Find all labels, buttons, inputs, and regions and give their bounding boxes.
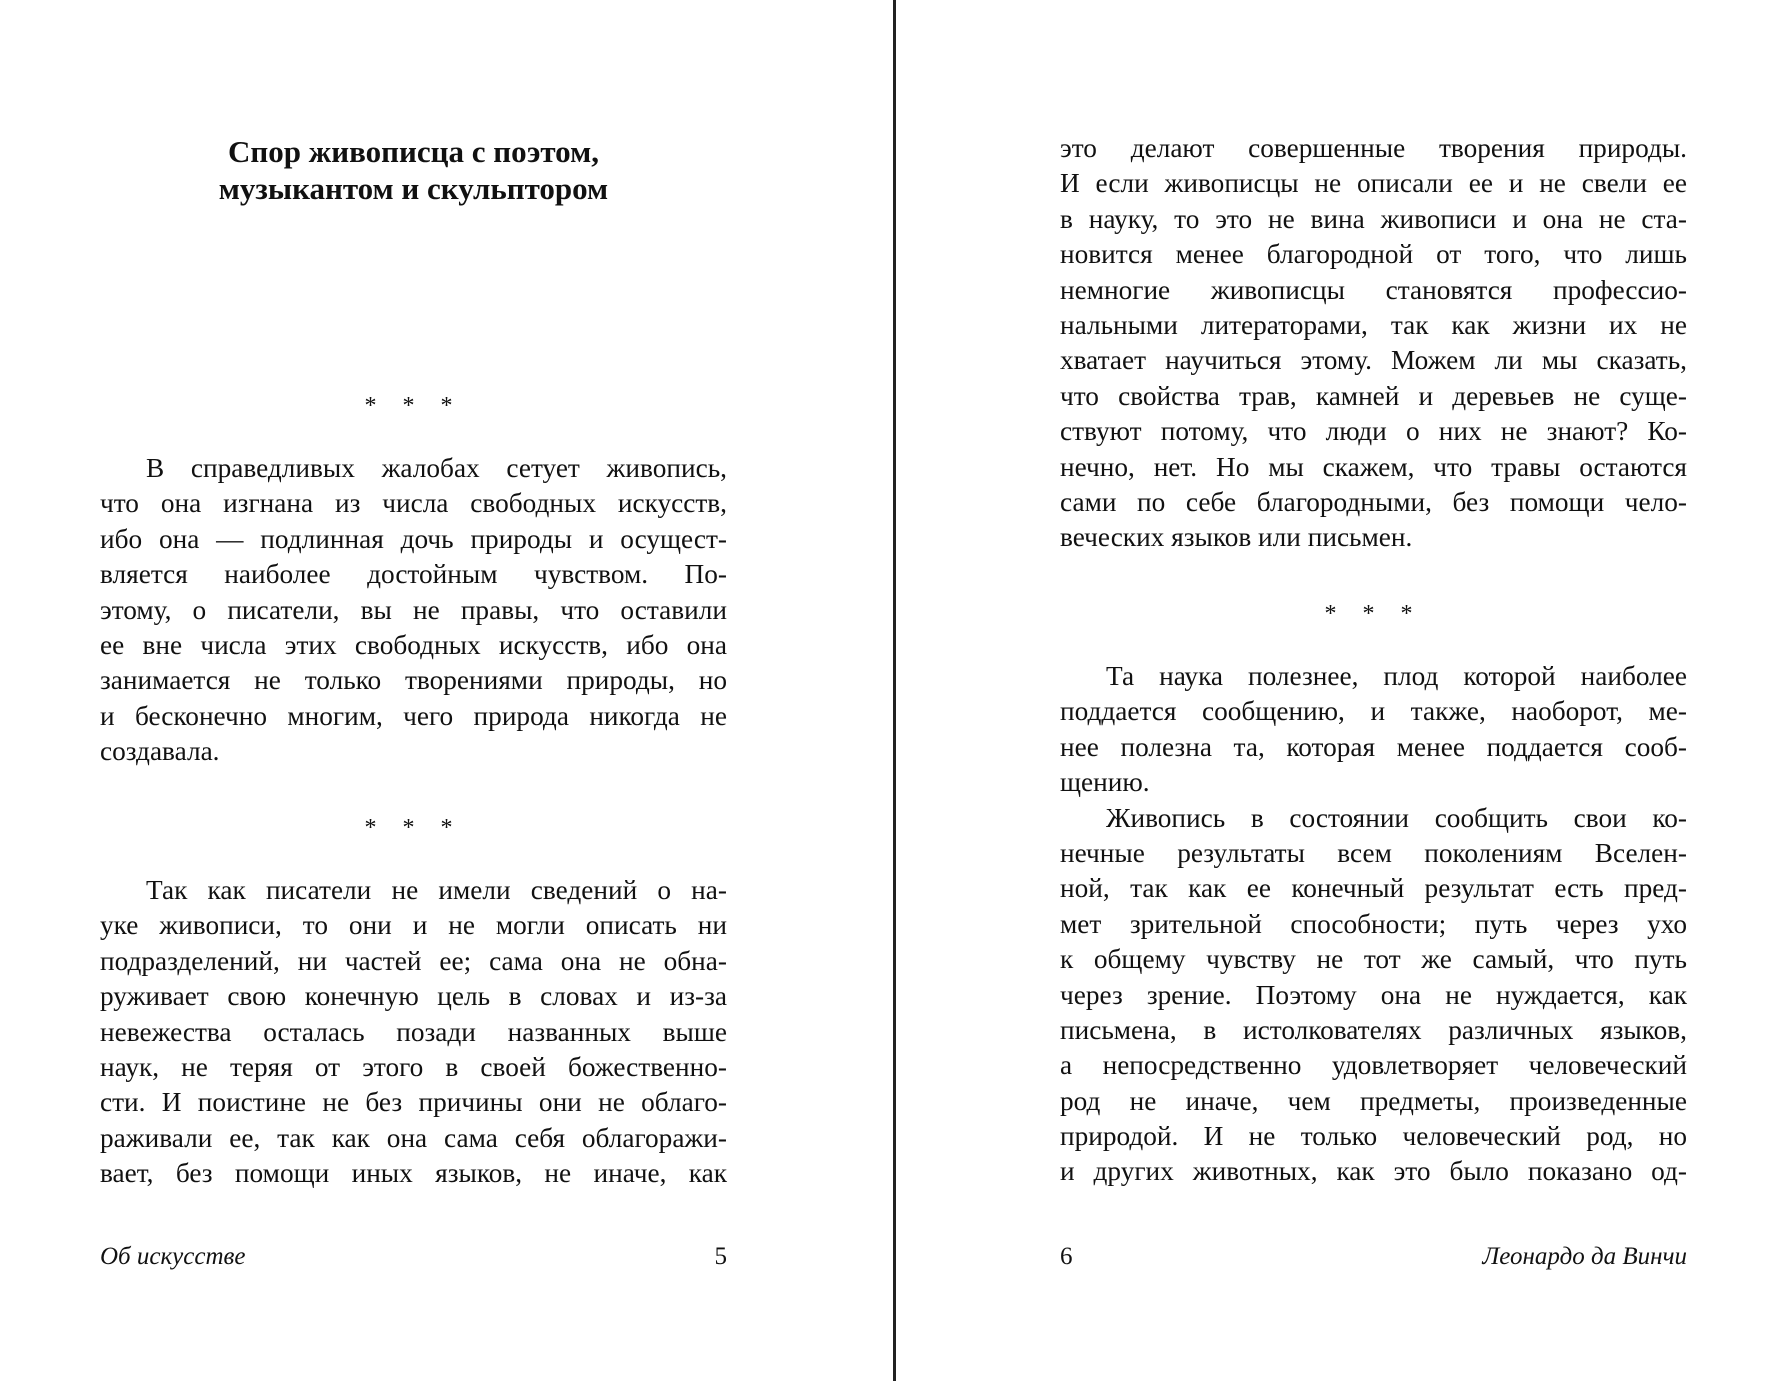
left-page <box>100 0 727 1381</box>
text-line: немногие живописцы становятся профессио- <box>1060 274 1687 305</box>
text-line: нее полезна та, которая менее поддается сооб- <box>1060 731 1687 762</box>
text-line: В справедливых жалобах сетует живопись, <box>146 453 727 483</box>
section-separator: * * * <box>1324 601 1423 627</box>
text-line: что свойства трав, камней и деревьев не суще- <box>1060 380 1687 411</box>
page-spine-divider <box>893 0 896 1381</box>
paragraph <box>1060 659 1687 801</box>
text-line: сами по себе благородными, без помощи чело- <box>1060 486 1687 517</box>
text-line: ибо она — подлинная дочь природы и осущест- <box>100 523 727 554</box>
text-line: Живопись в состоянии сообщить свои ко- <box>1106 802 1687 833</box>
paragraph <box>1060 131 1687 556</box>
text-line: вляется наиболее достойным чувством. По- <box>100 559 727 590</box>
text-line: что она изгнана из числа свободных искусств, <box>100 488 727 519</box>
paragraph-group <box>1060 659 1687 1190</box>
text-line: веческих языков или письмен. <box>1060 522 1413 553</box>
text-line: новится менее благородной от того, что лишь <box>1060 239 1687 270</box>
text-line: И если живописцы не описали ее и не свели ее <box>1060 168 1687 199</box>
text-line: и бесконечно многим, чего природа никогда не <box>100 700 727 731</box>
paragraph <box>100 451 727 770</box>
text-line: уке живописи, то они и не могли описать ни <box>100 910 727 941</box>
page-number: 6 <box>1060 1243 1073 1270</box>
running-footer-author: Леонардо да Винчи <box>1482 1243 1687 1270</box>
paragraph <box>100 873 727 1192</box>
text-line: руживает свою конечную цель в словах и из-за <box>100 981 727 1012</box>
running-footer-title: Об искусстве <box>100 1243 246 1270</box>
text-line: Так как писатели не имели сведений о на- <box>146 875 727 905</box>
text-line: хватает научиться этому. Можем ли мы сказать, <box>1060 345 1687 376</box>
text-line: раживали ее, так как она сама себя облагоражи- <box>100 1122 727 1153</box>
text-line: ной, так как ее конечный результат есть пред- <box>1060 873 1687 904</box>
section-separator: * * * <box>364 393 463 419</box>
text-line: мет зрительной способности; путь через ухо <box>1060 908 1687 939</box>
text-line: к общему чувству не тот же самый, что путь <box>1060 944 1687 975</box>
text-line: сти. И поистине не без причины они не облаго- <box>100 1087 727 1118</box>
text-line: природой. И не только человеческий род, но <box>1060 1121 1687 1152</box>
text-line: поддается сообщению, и также, наоборот, ме- <box>1060 696 1687 727</box>
page-number: 5 <box>714 1243 727 1270</box>
text-line: создавала. <box>100 736 220 767</box>
text-line: ее вне числа этих свободных искусств, ибо она <box>100 629 727 660</box>
text-line: ствуют потому, что люди о них не знают? Ко- <box>1060 416 1687 447</box>
text-line: нечные результаты всем поколениям Вселен- <box>1060 837 1687 868</box>
text-line: Та наука полезнее, плод которой наиболее <box>1106 661 1687 691</box>
text-line: наук, не теряя от этого в своей божественно- <box>100 1051 727 1082</box>
title-line: Спор живописца с поэтом, <box>228 134 599 169</box>
text-line: нальными литераторами, так как жизни их не <box>1060 309 1687 340</box>
right-page <box>1060 0 1687 1381</box>
text-line: в науку, то это не вина живописи и она не ста- <box>1060 203 1687 234</box>
text-line: этому, о писатели, вы не правы, что оставили <box>100 594 727 625</box>
section-separator: * * * <box>364 815 463 841</box>
paragraph <box>1060 801 1687 1190</box>
text-line: нечно, нет. Но мы скажем, что травы остаются <box>1060 451 1687 482</box>
text-line: вает, без помощи иных языков, не иначе, как <box>100 1158 727 1189</box>
text-line: это делают совершенные творения природы. <box>1060 133 1687 163</box>
title-line: музыкантом и скульптором <box>218 171 609 206</box>
text-line: через зрение. Поэтому она не нуждается, как <box>1060 979 1687 1010</box>
text-line: щению. <box>1060 767 1150 798</box>
text-line: занимается не только творениями природы, но <box>100 665 727 696</box>
text-line: подразделений, ни частей ее; сама она не обна- <box>100 945 727 976</box>
text-line: а непосредственно удовлетворяет человеческий <box>1060 1050 1687 1081</box>
text-line: невежества осталась позади названных выше <box>100 1016 727 1047</box>
chapter-title <box>100 133 727 207</box>
text-line: и других животных, как это было показано од- <box>1060 1156 1687 1187</box>
text-line: письмена, в истолкователях различных языков, <box>1060 1014 1687 1045</box>
text-line: род не иначе, чем предметы, произведенные <box>1060 1085 1687 1116</box>
